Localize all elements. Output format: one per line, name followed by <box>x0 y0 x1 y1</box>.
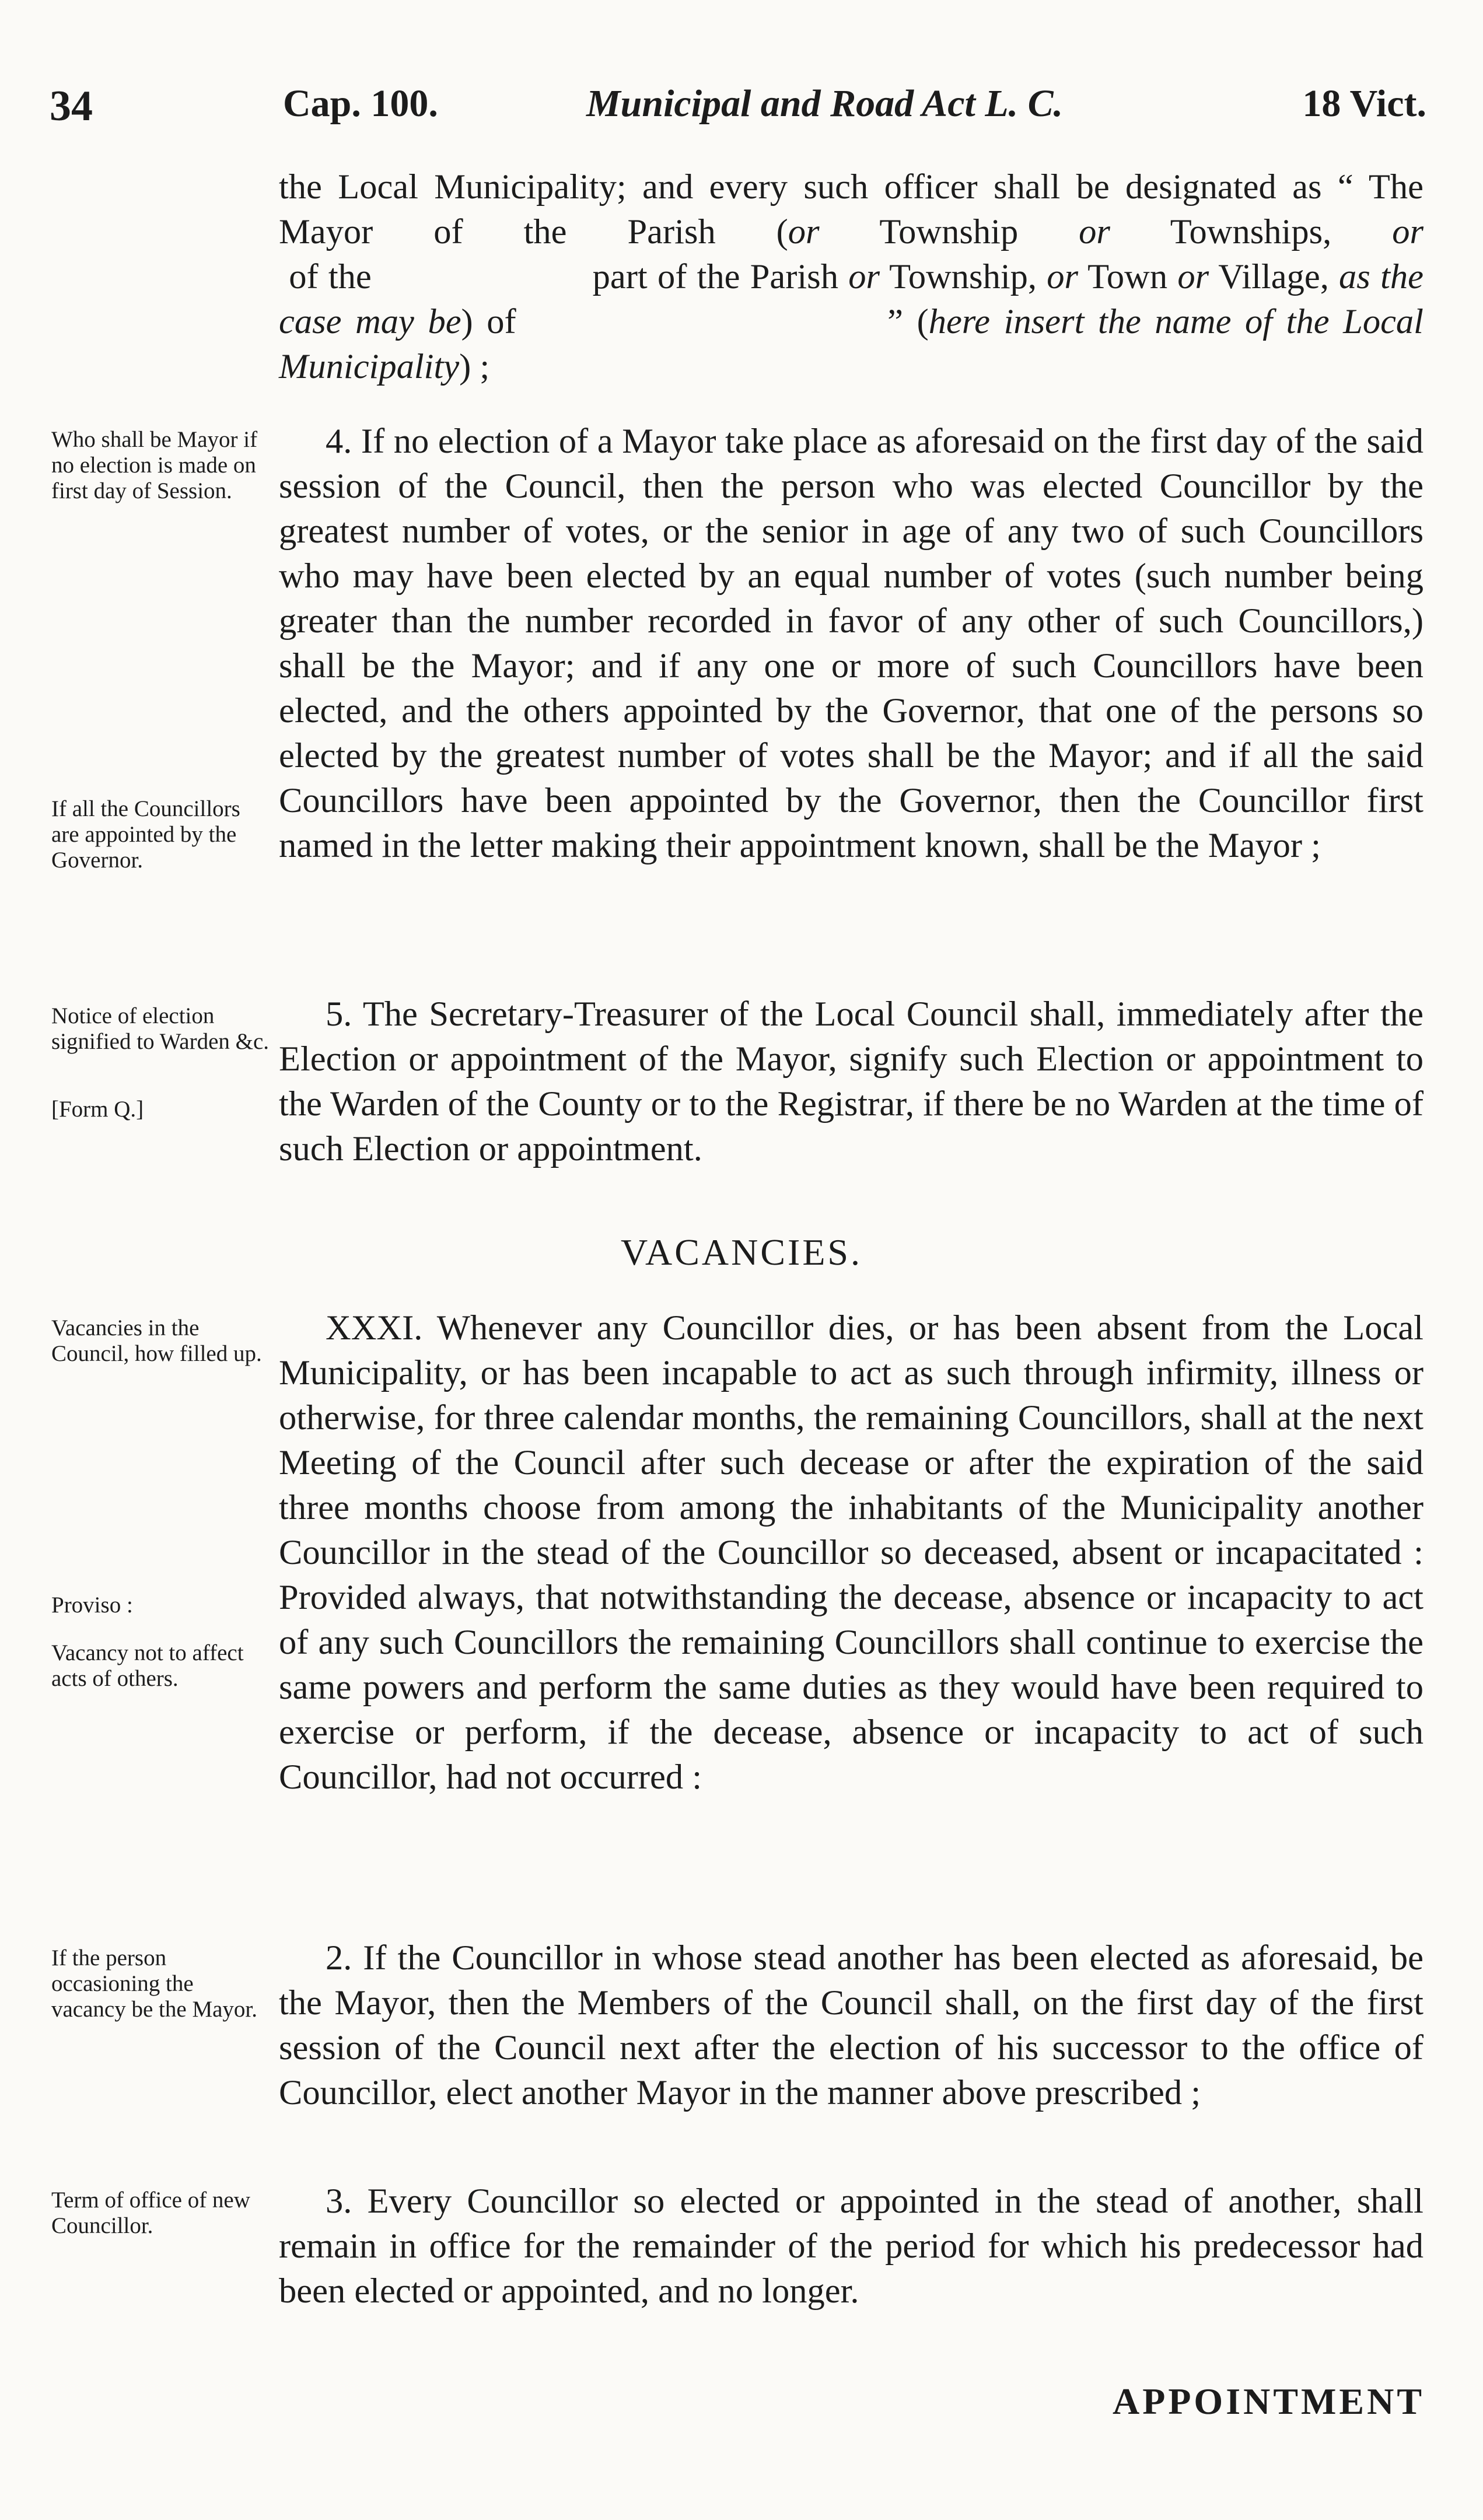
section-31 <box>279 1306 1423 1800</box>
margin-note-s5: Notice of election signified to Warden &c. <box>51 1003 270 1054</box>
section-31-text: XXXI. Whenever any Councillor dies, or has been absent from the Local Municipality, or has been incapable to act as such through infirmity, illness or otherwise, for three calendar months, the remaining Councillors, shall at the next Meeting of the Council after such decease or after the expiration of the said three months choose from among the inhabitants of the Municipality another Councillor in the stead of the Councillor so deceased, absent or incapacitated : Provided always, that notwithstanding the decease, absence or incapacity to act of any such Councillors the remaining Councillors shall continue to exercise the same powers and perform the same duties as they would have been required to exercise or perform, if the decease, absence or incapacity to act of such Councillor, had not occurred : <box>279 1308 1423 1797</box>
margin-note-s4: Who shall be Mayor if no election is made on first day of Session. <box>51 427 258 503</box>
section-5-text: 5. The Secretary-Treasurer of the Local Council shall, immediately after the Election or appointment of the Mayor, signify such Election or appointment to the Warden of the County or to the Registrar, if there be no Warden at the time of such Election or appointment. <box>279 995 1423 1168</box>
margin-note-proviso: Proviso : <box>51 1592 133 1618</box>
section-4-text: 4. If no election of a Mayor take place as aforesaid on the first day of the said session of the Council, then the person who was elected Councillor by the greatest number of votes, or the senior in age of any two of such Councillors who may have been elected by an equal number of votes (such number being greater than the number recorded in favor of any other of such Councillors,) shall be the Mayor; and if any one or more of such Councillors have been elected, and the others appointed by the Governor, that one of the persons so elected by the greatest number of votes shall be the Mayor; and if all the said Councillors have been appointed by the Governor, then the Councillor first named in the letter making their appointment known, shall be the Mayor ; <box>279 422 1423 865</box>
subsection-3-text: 3. Every Councillor so elected or appointed in the stead of another, shall remain in office for the remainder of the period for which his predecessor had been elected or appointed, and no longer. <box>279 2182 1423 2311</box>
margin-note-vacancy: Vacancy not to affect acts of others. <box>51 1640 244 1691</box>
subsection-2-text: 2. If the Councillor in whose stead another has been elected as aforesaid, be the Mayor, then the Members of the Council shall, on the first day of the first session of the Council next after the election of his successor to the office of Councillor, elect another Mayor in the manner above prescribed ; <box>279 1938 1423 2112</box>
subsection-3 <box>279 2179 1423 2314</box>
catchword: APPOINTMENT <box>1113 2381 1425 2422</box>
vacancies-heading: VACANCIES. <box>621 1231 862 1273</box>
running-header <box>50 82 1426 140</box>
margin-note-s31: Vacancies in the Council, how filled up. <box>51 1315 262 1366</box>
margin-note-s4-governor: If all the Councillors are appointed by the Governor. <box>51 796 240 873</box>
margin-note-s3: Term of office of new Councillor. <box>51 2188 250 2238</box>
section-4 <box>279 419 1423 868</box>
margin-note-s2: If the person occasioning the vacancy be the Mayor. <box>51 1945 258 2022</box>
subsection-2 <box>279 1936 1423 2115</box>
form-reference: [Form Q.] <box>51 1097 144 1122</box>
intro-paragraph: the Local Municipality; and every such officer shall be designated as “ The Mayor of the Parish (or Township or Townships, or of the part of the Parish or Township, or Town or Village, as the case may be) of ” (here insert the name of the Local Municipality) ; <box>279 167 1423 386</box>
chapter-label: Cap. 100. <box>283 82 438 125</box>
regnal-year: 18 Vict. <box>1302 82 1426 125</box>
page-number: 34 <box>50 82 93 130</box>
act-title: Municipal and Road Act L. C. <box>586 82 1064 125</box>
section-5 <box>279 992 1423 1171</box>
